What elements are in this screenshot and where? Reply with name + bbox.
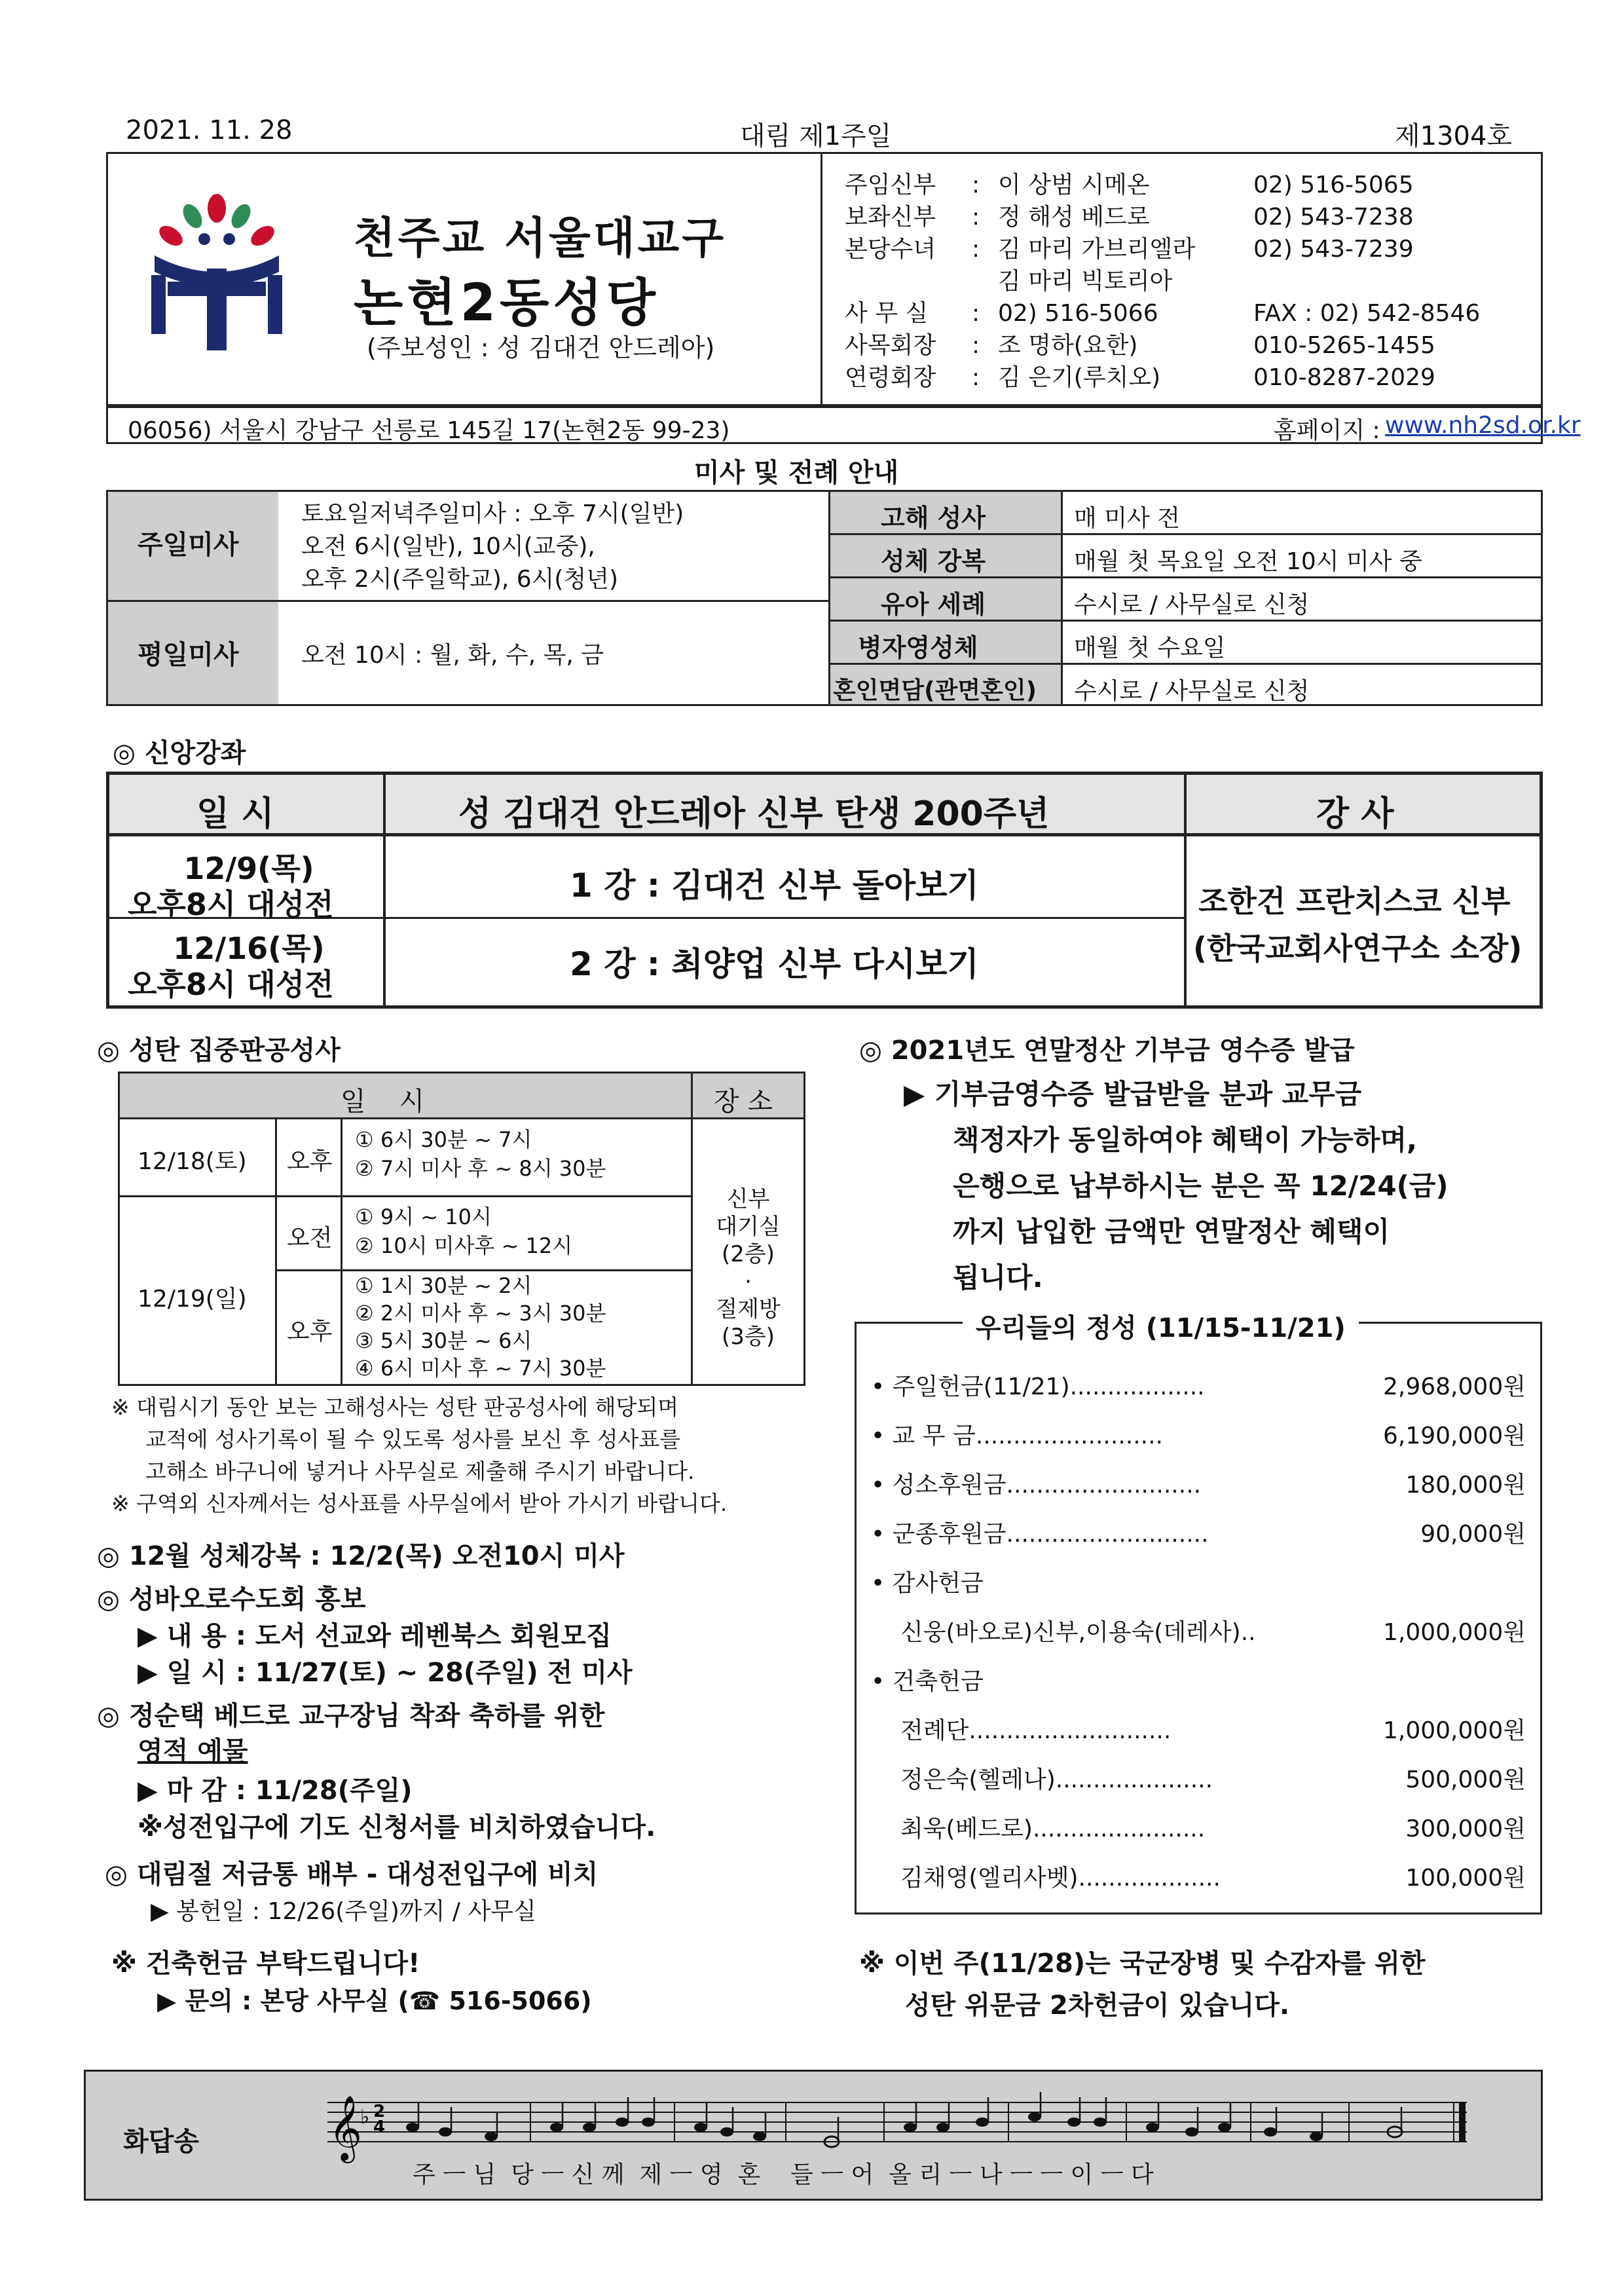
psalm-staff — [314, 2083, 1480, 2168]
offering-list — [871, 1362, 1526, 1903]
second-collection-line1: ※ 이번 주(11/28)는 국군장병 및 수감자를 위한 — [859, 1949, 1426, 1979]
sunday-mass-line: 오후 2시(주일학교), 6시(청년) — [301, 566, 619, 593]
confession-note: ※ 구역외 신자께서는 성사표를 사무실에서 받아 가시기 바랍니다. — [111, 1491, 728, 1516]
staff-name: 이 상범 시메온 — [998, 172, 1150, 198]
parish-address: 06056) 서울시 강남구 선릉로 145길 17(논현2동 99-23) — [128, 417, 730, 444]
staff-name: 정 해성 베드로 — [998, 204, 1150, 231]
infant-baptism-value: 수시로 / 사무실로 신청 — [1074, 591, 1310, 618]
psalm-lyrics: 주 ㅡ 님 당 ㅡ 신 께 제 ㅡ 영 혼 들 ㅡ 어 올 리 ㅡ 나 ㅡ ㅡ 이 ㅡ 다 — [413, 2161, 1154, 2188]
sick-communion-label: 병자영성체 — [858, 633, 978, 662]
receipt-body — [904, 1072, 1449, 1301]
lecture1-date: 12/9(목) — [183, 851, 314, 886]
svg-text:2: 2 — [373, 2102, 386, 2121]
lecture1-topic: 1 강 : 김대건 신부 돌아보기 — [570, 867, 979, 905]
place-line: · — [745, 1269, 752, 1295]
staff-name: 김 마리 빅토리아 — [998, 268, 1173, 295]
address-bar — [106, 406, 1581, 444]
bishop-deadline: ▶ 마 감 : 11/28(주일) — [138, 1776, 413, 1806]
confession-time: ④ 6시 미사 후 ~ 7시 30분 — [355, 1356, 606, 1381]
confession-value: 매 미사 전 — [1074, 505, 1180, 532]
marriage-label: 혼인면담(관면혼인) — [833, 677, 1037, 704]
place-line: 대기실 — [716, 1214, 781, 1240]
receipt-line: 됩니다. — [953, 1261, 1043, 1294]
place-line: (2층) — [721, 1241, 775, 1267]
pauline-content: ▶ 내 용 : 도서 선교와 레벤북스 회원모집 — [138, 1621, 612, 1651]
lecture2-topic: 2 강 : 최양업 신부 다시보기 — [570, 945, 979, 983]
lecture-col-speaker: 강 사 — [1316, 794, 1394, 834]
offering-row: • 감사헌금 — [871, 1570, 984, 1597]
bishop-heading: ◎ 정순택 베드로 교구장님 착좌 축하를 위한 — [97, 1701, 605, 1731]
psalm-label: 화답송 — [123, 2127, 199, 2157]
confession-time: ② 7시 미사 후 ~ 8시 30분 — [355, 1156, 606, 1181]
svg-text:♭: ♭ — [360, 2106, 370, 2129]
issue-date: 2021. 11. 28 — [126, 115, 293, 145]
confession-header-row — [120, 1073, 803, 1119]
piggy-bank-heading: ◎ 대림절 저금통 배부 - 대성전입구에 비치 — [105, 1859, 599, 1890]
pauline-heading: ◎ 성바오로수도회 홍보 — [97, 1584, 366, 1614]
offering-row: • 주일헌금(11/21).................. 2,968,000원 — [871, 1373, 1526, 1400]
staff-role: 본당수녀 — [845, 236, 936, 263]
homepage-label: 홈페이지 : — [1274, 417, 1380, 444]
place-line: 절제방 — [716, 1296, 781, 1322]
staff-role: 주임신부 — [845, 172, 936, 198]
offering-row: • 군종후원금........................... 90,000원 — [871, 1521, 1526, 1548]
confession-time: ① 9시 ~ 10시 — [355, 1204, 492, 1229]
lecture2-place: 오후8시 대성전 — [128, 967, 334, 1002]
staff-role: 사 무 실 — [845, 300, 929, 327]
lecture1-place: 오후8시 대성전 — [128, 887, 334, 922]
lecture2-date: 12/16(목) — [173, 931, 325, 966]
offering-row: 신웅(바오로)신부,이용숙(데레사).. 1,000,000원 — [900, 1619, 1526, 1646]
receipt-line: 까지 납입한 금액만 연말정산 혜택이 — [953, 1216, 1390, 1248]
svg-text:4: 4 — [373, 2118, 386, 2137]
adoration-notice: ◎ 12월 성체강복 : 12/2(목) 오전10시 미사 — [97, 1541, 625, 1571]
staff-name: 김 마리 가브리엘라 — [998, 236, 1196, 263]
receipt-line: 책정자가 동일하여야 혜택이 가능하며, — [953, 1124, 1417, 1156]
confession-time: ② 10시 미사후 ~ 12시 — [355, 1233, 573, 1258]
confession-day1: 12/18(토) — [138, 1148, 247, 1175]
piggy-bank-note: ▶ 봉헌일 : 12/26(주일)까지 / 사무실 — [151, 1898, 536, 1925]
staff-phone: 02) 543-7238 — [1253, 204, 1414, 231]
weekday-mass-label: 평일미사 — [138, 640, 239, 670]
staff-role: 연령회장 — [845, 364, 936, 391]
confession-col-place: 장 소 — [714, 1087, 773, 1117]
issue-number: 제1304호 — [1395, 121, 1513, 151]
place-line: 신부 — [726, 1186, 770, 1212]
offering-row: • 성소후원금.......................... 180,000원 — [871, 1472, 1526, 1499]
confession-notes — [111, 1391, 727, 1520]
offering-title: 우리들의 정성 (11/15-11/21) — [963, 1307, 1359, 1345]
confession-col-date: 일 시 — [341, 1087, 425, 1117]
second-collection-line2: 성탄 위문금 2차헌금이 있습니다. — [905, 1990, 1290, 2021]
offering-row: • 교 무 금......................... 6,190,000원 — [871, 1423, 1526, 1449]
confession-day2-am-times — [355, 1203, 572, 1260]
bishop-heading-2: 영적 예물 — [138, 1736, 248, 1766]
sunday-mass-line: 오전 6시(일반), 10시(교중), — [301, 533, 595, 560]
offering-row: • 건축헌금 — [871, 1668, 984, 1695]
offering-row: 전례단........................... 1,000,000원 — [900, 1717, 1526, 1744]
infant-baptism-label: 유아 세례 — [881, 590, 986, 619]
confession-note: 고해소 바구니에 넣거나 사무실로 제출해 주시기 바랍니다. — [145, 1459, 695, 1484]
mass-section-title: 미사 및 전례 안내 — [694, 458, 899, 488]
sunday-mass-times — [301, 498, 684, 596]
confession-label: 고해 성사 — [881, 504, 986, 532]
sunday-mass-label: 주일미사 — [138, 530, 239, 560]
svg-text:𝄞: 𝄞 — [329, 2095, 362, 2161]
offering-row: 최욱(베드로)....................... 300,000원 — [900, 1816, 1526, 1842]
building-fund-note: ▶ 문의 : 본당 사무실 (☎ 516-5066) — [157, 1987, 592, 2015]
confession-day2-pm: 오후 — [287, 1318, 333, 1345]
lecturer-name: 조한건 프란치스코 신부 — [1198, 884, 1511, 919]
staff-phone: 010-5265-1455 — [1253, 332, 1435, 359]
receipt-line: ▶ 기부금영수증 발급받을 분과 교무금 — [904, 1078, 1362, 1110]
lecture-col-title: 성 김대건 안드레아 신부 탄생 200주년 — [458, 794, 1050, 834]
sunday-mass-line: 토요일저녁주일미사 : 오후 7시(일반) — [301, 500, 684, 527]
weekday-mass-times: 오전 10시 : 월, 화, 수, 목, 금 — [301, 642, 604, 669]
homepage-link[interactable]: www.nh2sd.or.kr — [1385, 412, 1581, 439]
staff-role: 보좌신부 — [845, 204, 936, 231]
staff-phone: 010-8287-2029 — [1253, 364, 1435, 391]
staff-list: 주임신부 : 이 상범 시메온 02) 516-5065 보좌신부 : 정 해성 베드로 02) 543-7238 본당수녀 : 김 마리 가브리엘라 02) 543-7239 김 마리 빅토리아 사 무 실 : 02) 516-5066 FAX : 02) 542-8546 사목회장 : 조 명하(요한) 010-5265-1455 연령회장 : 김 은기(루치오) 010-8287-2029 — [845, 169, 1480, 394]
confession-place — [693, 1185, 803, 1351]
lecturer-title: (한국교회사연구소 소장) — [1193, 931, 1522, 966]
confession-time: ③ 5시 30분 ~ 6시 — [355, 1328, 532, 1353]
confession-day2: 12/19(일) — [138, 1286, 247, 1313]
offering-row: 김채영(엘리사벳)................... 100,000원 — [900, 1865, 1526, 1892]
receipt-line: 은행으로 납부하시는 분은 꼭 12/24(금) — [953, 1170, 1449, 1202]
marriage-value: 수시로 / 사무실로 신청 — [1074, 678, 1310, 705]
receipt-heading: ◎ 2021년도 연말정산 기부금 영수증 발급 — [859, 1036, 1355, 1066]
parish-name: 논현2동성당 — [354, 274, 660, 333]
staff-name: 김 은기(루치오) — [998, 364, 1161, 391]
benediction-label: 성체 강복 — [881, 547, 986, 576]
confession-day2-pm-times — [355, 1272, 606, 1382]
sick-communion-value: 매월 첫 수요일 — [1074, 635, 1226, 662]
liturgical-week: 대림 제1주일 — [740, 121, 892, 151]
confession-day1-pm: 오후 — [287, 1148, 333, 1175]
parish-logo-icon — [141, 190, 292, 354]
office-phone: 02) 516-5066 — [998, 300, 1158, 327]
faith-lecture-heading: ◎ 신앙강좌 — [113, 738, 246, 768]
bishop-note: ※성전입구에 기도 신청서를 비치하였습니다. — [138, 1812, 656, 1842]
lecture-col-date: 일 시 — [196, 794, 274, 834]
offering-row: 정은숙(헬레나)..................... 500,000원 — [900, 1766, 1526, 1793]
place-line: (3층) — [721, 1324, 775, 1350]
confession-day1-times — [355, 1125, 606, 1183]
building-fund-heading: ※ 건축헌금 부탁드립니다! — [111, 1949, 420, 1979]
staff-role: 사목회장 — [845, 332, 936, 359]
confession-time: ① 6시 30분 ~ 7시 — [355, 1127, 532, 1152]
confession-day2-am: 오전 — [287, 1225, 333, 1252]
staff-phone: 02) 516-5065 — [1253, 172, 1414, 198]
confession-heading: ◎ 성탄 집중판공성사 — [97, 1036, 341, 1066]
staff-phone: 02) 543-7239 — [1253, 236, 1414, 263]
office-fax: FAX : 02) 542-8546 — [1253, 300, 1481, 327]
archdiocese-name: 천주교 서울대교구 — [354, 213, 727, 263]
patron-saint: (주보성인 : 성 김대건 안드레아) — [367, 333, 715, 362]
confession-note: ※ 대림시기 동안 보는 고해성사는 성탄 판공성사에 해당되며 — [111, 1394, 679, 1420]
pauline-date: ▶ 일 시 : 11/27(토) ~ 28(주일) 전 미사 — [138, 1658, 633, 1688]
staff-role — [845, 265, 972, 297]
staff-name: 조 명하(요한) — [998, 332, 1138, 359]
confession-time: ② 2시 미사 후 ~ 3시 30분 — [355, 1301, 606, 1326]
confession-note: 교적에 성사기록이 될 수 있도록 성사를 보신 후 성사표를 — [145, 1427, 681, 1452]
benediction-value: 매월 첫 목요일 오전 10시 미사 중 — [1074, 548, 1422, 575]
confession-time: ① 1시 30분 ~ 2시 — [355, 1273, 532, 1298]
